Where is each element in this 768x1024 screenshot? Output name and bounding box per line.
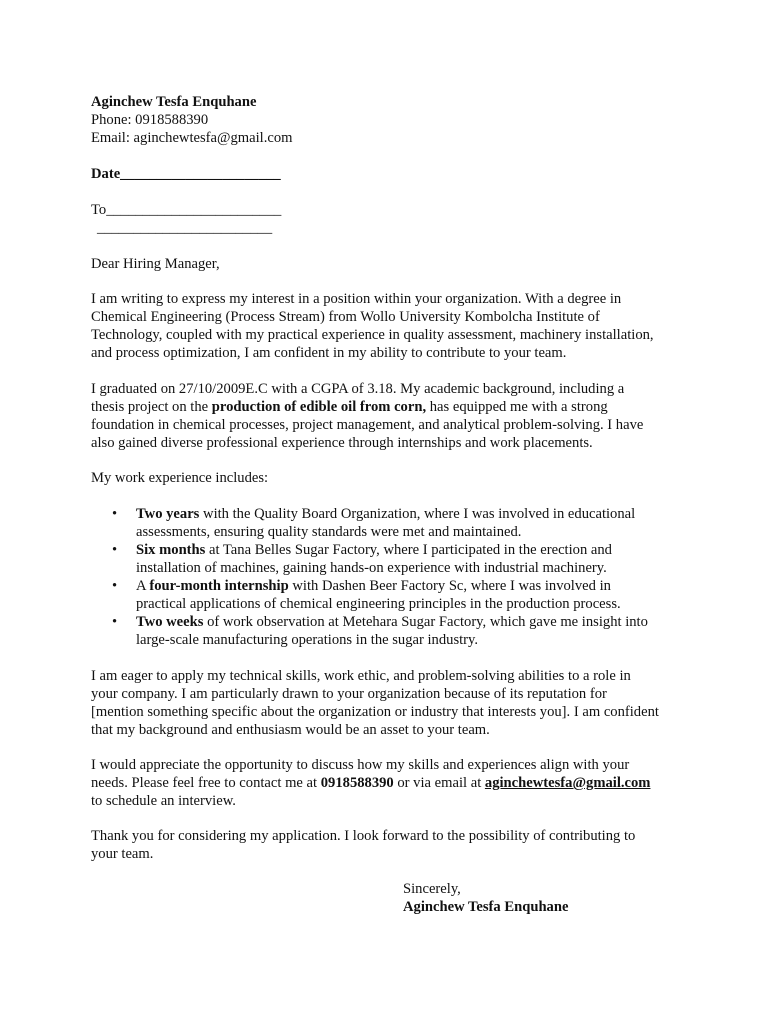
paragraph-line: I am writing to express my interest in a position within your organization. With a degree in xyxy=(91,291,622,307)
paragraph-line: I graduated on 27/10/2009E.C with a CGPA of 3.18. My academic background, including a xyxy=(91,381,625,397)
paragraph-line: [mention something specific about the organization or industry that interests you]. I am confident xyxy=(91,704,659,720)
paragraph-line: Technology, coupled with my practical experience in quality assessment, machinery installation, xyxy=(91,327,654,343)
thesis-topic: production of edible oil from corn, xyxy=(211,399,427,415)
signature-name: Aginchew Tesfa Enquhane xyxy=(403,899,569,915)
bullet-icon: • xyxy=(112,578,118,594)
salutation: Dear Hiring Manager, xyxy=(91,256,220,272)
paragraph-line: Chemical Engineering (Process Stream) from Wollo University Kombolcha Institute of xyxy=(91,309,600,325)
list-item: • A four-month internship with Dashen Beer Factory Sc, where I was involved in practical applications of chemical engineering principles in the production process. xyxy=(112,578,621,612)
contact-phone: 0918588390 xyxy=(320,775,394,791)
bullet-icon: • xyxy=(112,614,118,630)
list-item: • Six months at Tana Belles Sugar Factory, where I participated in the erection and installation of machines, gaining hands-on experience with industrial machinery. xyxy=(112,542,612,576)
email-link[interactable]: aginchewtesfa@gmail.com xyxy=(484,775,651,791)
recipient-line-1: To________________________ xyxy=(91,202,282,218)
paragraph-closing xyxy=(91,827,691,863)
list-item: • Two weeks of work observation at Metehara Sugar Factory, which gave me insight into large-scale manufacturing operations in the sugar industry. xyxy=(112,614,648,648)
letter-header xyxy=(91,93,691,147)
date-line: Date______________________ xyxy=(91,166,281,182)
paragraph-line: needs. Please feel free to contact me at 0918588390 or via email at aginchewtesfa@gmail.com xyxy=(91,775,651,791)
paragraph-line: that my background and enthusiasm would be an asset to your team. xyxy=(91,722,490,738)
paragraph-education xyxy=(91,380,691,452)
paragraph-contact xyxy=(91,756,691,810)
paragraph-line: I would appreciate the opportunity to discuss how my skills and experiences align with your xyxy=(91,757,630,773)
paragraph-line: your company. I am particularly drawn to your organization because of its reputation for xyxy=(91,686,607,702)
paragraph-line: your team. xyxy=(91,846,154,862)
paragraph-motivation xyxy=(91,667,691,739)
bullet-icon: • xyxy=(112,506,118,522)
recipient-line-2: ________________________ xyxy=(97,220,273,236)
paragraph-line: Thank you for considering my application. I look forward to the possibility of contributing to xyxy=(91,828,636,844)
bullet-icon: • xyxy=(112,542,118,558)
paragraph-intro xyxy=(91,290,691,362)
paragraph-line: I am eager to apply my technical skills, work ethic, and problem-solving abilities to a role in xyxy=(91,668,631,684)
paragraph-line: foundation in chemical processes, project management, and analytical problem-solving. I have xyxy=(91,417,644,433)
list-item: • Two years with the Quality Board Organization, where I was involved in educational assessments, ensuring quality standards were met and maintained. xyxy=(112,506,636,540)
sign-off: Sincerely, xyxy=(403,881,461,897)
sender-phone: Phone: 0918588390 xyxy=(91,112,209,128)
experience-list xyxy=(91,505,691,649)
paragraph-line: and process optimization, I am confident in my ability to contribute to your team. xyxy=(91,345,567,361)
paragraph-line: thesis project on the production of edible oil from corn, has equipped me with a strong xyxy=(91,399,608,415)
sender-email: Email: aginchewtesfa@gmail.com xyxy=(91,130,293,146)
signature-block xyxy=(403,880,568,916)
paragraph-line: to schedule an interview. xyxy=(91,793,236,809)
work-experience-intro: My work experience includes: xyxy=(91,470,269,486)
paragraph-line: also gained diverse professional experience through internships and work placements. xyxy=(91,435,593,451)
sender-name: Aginchew Tesfa Enquhane xyxy=(91,94,257,110)
